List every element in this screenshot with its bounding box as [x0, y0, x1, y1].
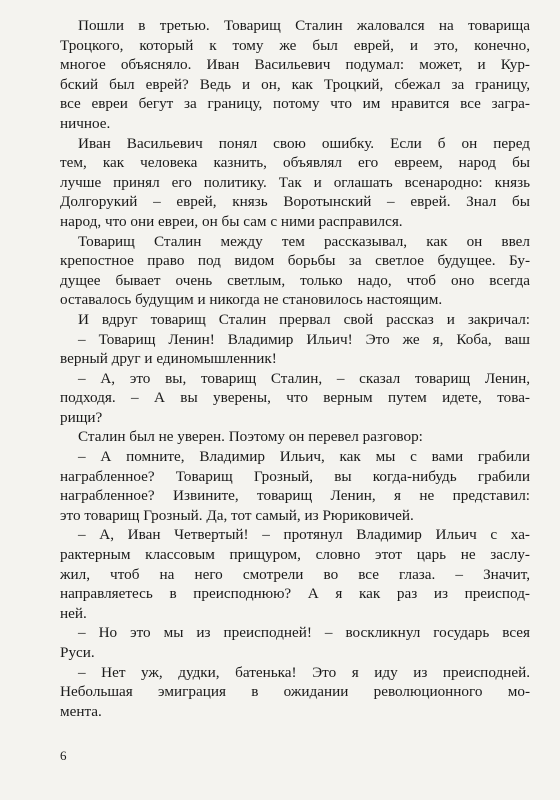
text-line: – А, это вы, товарищ Сталин, – сказал товарищ Ленин,	[78, 369, 530, 387]
text-line: награбленное? Извините, товарищ Ленин, я не представил:	[60, 487, 530, 505]
text-line: Руси.	[60, 644, 95, 661]
text-line: это товарищ Грозный. Да, тот самый, из Рюриковичей.	[60, 506, 414, 524]
text-line: тем, как человека казнить, объявлял его евреем, народ бы	[60, 154, 530, 172]
text-line: крепостное право под видом борьбы за светлое будущее. Бу-	[60, 252, 530, 270]
text-line: награбленное? Товарищ Грозный, вы когда-нибудь грабили	[60, 467, 530, 485]
text-line: бский был еврей? Ведь и он, как Троцкий, сбежал за границу,	[60, 75, 530, 93]
text-line: ничное.	[60, 114, 111, 132]
text-line: – Товарищ Ленин! Владимир Ильич! Это же я, Коба, ваш	[78, 330, 530, 348]
page-number: 6	[60, 748, 67, 763]
text-body	[60, 16, 530, 721]
text-line: дущее бывает очень светлым, только надо, чтоб оно всегда	[60, 271, 530, 289]
text-line: Долгорукий – еврей, князь Воротынский – еврей. Знал бы	[60, 193, 530, 211]
text-line: рактерным классовым прищуром, словно этот царь не заслу-	[60, 546, 530, 564]
text-line: – А помните, Владимир Ильич, как мы с вами грабили	[78, 448, 530, 466]
text-line: народ, что они евреи, он бы сам с ними расправился.	[60, 212, 403, 230]
text-line: Троцкого, который к тому же был еврей, и это, конечно,	[60, 36, 530, 54]
text-line: – А, Иван Четвертый! – протянул Владимир Ильич с ха-	[78, 526, 530, 544]
text-line: направляетесь в преисподнюю? А я как раз из преиспод-	[60, 585, 530, 603]
text-line: Товарищ Сталин между тем рассказывал, как он ввел	[78, 232, 530, 250]
text-line: ней.	[60, 604, 87, 622]
text-line: все евреи бегут за границу, потому что им нравится все загра-	[60, 95, 530, 113]
text-line: рищи?	[60, 408, 103, 426]
text-line: жил, чтоб на него смотрели во все глаза. – Значит,	[60, 565, 530, 583]
text-line: Пошли в третью. Товарищ Сталин жаловался на товарища	[78, 17, 530, 34]
text-line: лучше принял его политику. Так и оглашать всенародно: князь	[60, 173, 530, 191]
text-line: подходя. – А вы уверены, что верным путем идете, това-	[60, 389, 530, 407]
text-line: – Нет уж, дудки, батенька! Это я иду из преисподней.	[78, 663, 530, 681]
text-line: мента.	[60, 702, 102, 720]
text-line: – Но это мы из преисподней! – воскликнул государь всея	[78, 624, 530, 642]
text-line: оставалось будущим и никогда не становилось настоящим.	[60, 291, 443, 309]
text-line: Сталин был не уверен. Поэтому он перевел разговор:	[78, 428, 423, 446]
text-line: многое объясняло. Иван Васильевич подумал: может, и Кур-	[60, 56, 530, 74]
text-line: Иван Васильевич понял свою ошибку. Если б он перед	[78, 134, 530, 152]
text-line: Небольшая эмиграция в ожидании революционного мо-	[60, 683, 530, 701]
text-line: И вдруг товарищ Сталин прервал свой рассказ и закричал:	[78, 310, 530, 328]
text-line: верный друг и единомышленник!	[60, 350, 277, 368]
